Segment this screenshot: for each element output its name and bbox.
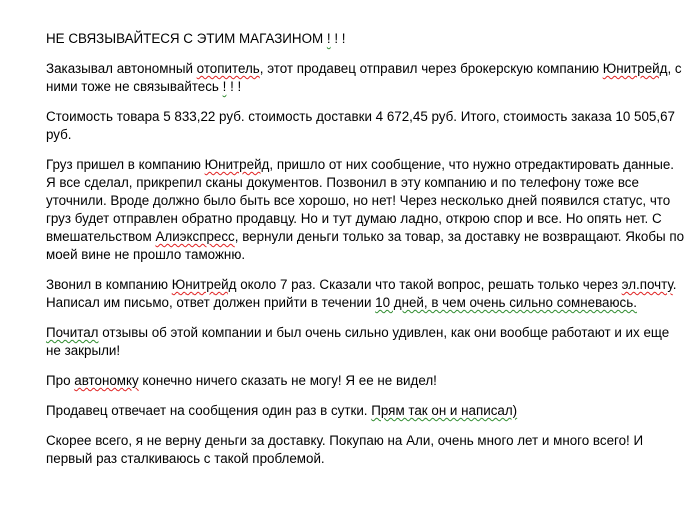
spellcheck-word-aliexpress: Алиэкспресс	[155, 229, 235, 244]
paragraph-reviews	[46, 324, 686, 360]
paragraph-order	[46, 60, 686, 96]
grammar-mark-days: 10 дней, в чем очень сильно сомневаюсь.	[375, 295, 637, 310]
text-run: , пришло от них сообщение, что нужно отредактировать данные. Я все сделал, прикрепил сканы документов. Позвонил в эту компанию и по телефону тоже все уточнили. Вроде должно было быть все хорошо, но нет! Через несколько дней появился статус, что груз будет отправлен обратно продавцу. Но и тут думаю ладно, открою спор и все. Но опять нет. С вмешательством	[46, 157, 674, 244]
paragraph-heater	[46, 372, 686, 390]
text-run: , с ними тоже не связывайтесь	[46, 61, 682, 94]
text-run: отзывы об этой компании и был очень сильно удивлен, как они вообще работают и их еще не закрыли!	[46, 325, 670, 358]
text-run: Звонил в компанию	[46, 277, 172, 292]
spellcheck-word-unitrade: Юнитрейд	[171, 277, 237, 292]
paragraph-calls	[46, 276, 686, 312]
text-run: Продавец отвечает на сообщения один раз в сутки.	[46, 403, 372, 418]
text-run: Заказывал автономный	[46, 61, 197, 76]
grammar-mark-exclamation: !	[222, 79, 227, 94]
paragraph-cost	[46, 108, 686, 144]
paragraph-cargo	[46, 156, 686, 264]
text-run: , вернули деньги только за товар, за доставку не возвращают. Якобы по моей вине не прошло таможню.	[46, 229, 685, 262]
grammar-mark-pochital: Почитал	[46, 325, 99, 340]
page-title	[46, 30, 686, 48]
spellcheck-word-email: эл.почту	[621, 277, 673, 292]
text-run: Про	[46, 373, 75, 388]
spellcheck-word-avtonomku: автономку	[74, 373, 139, 388]
title-exclamation-grammar-mark: !	[326, 31, 331, 46]
text-run: около 7 раз. Сказали что такой вопрос, решать только через	[236, 277, 622, 292]
title-text: НЕ СВЯЗЫВАЙТЕСЯ С ЭТИМ МАГАЗИНОМ	[46, 31, 327, 46]
paragraph-conclusion	[46, 432, 686, 468]
spellcheck-word-unitrade: Юнитрейд	[204, 157, 270, 172]
document-body	[46, 30, 686, 480]
spellcheck-word-otopitel: отопитель	[196, 61, 260, 76]
text-run: конечно ничего сказать не могу! Я ее не видел!	[138, 373, 437, 388]
paragraph-seller	[46, 402, 686, 420]
text-run: Стоимость товара 5 833,22 руб. стоимость доставки 4 672,45 руб. Итого, стоимость заказа 10 505,67 руб.	[46, 109, 675, 142]
title-exclamation-tail: ! !	[330, 31, 346, 46]
spellcheck-word-unitrade: Юнитрейд	[602, 61, 668, 76]
text-run: Скорее всего, я не верну деньги за доставку. Покупаю на Али, очень много лет и много всего! И первый раз сталкиваюсь с такой проблемой.	[46, 433, 644, 466]
text-run: ! !	[226, 79, 242, 94]
text-run: Груз пришел в компанию	[46, 157, 205, 172]
grammar-mark-quote: Прям так он и написал)	[371, 403, 518, 418]
text-run: , этот продавец отправил через брокерскую компанию	[259, 61, 603, 76]
text-run: . Написал им письмо, ответ должен прийти в течении	[46, 277, 677, 310]
